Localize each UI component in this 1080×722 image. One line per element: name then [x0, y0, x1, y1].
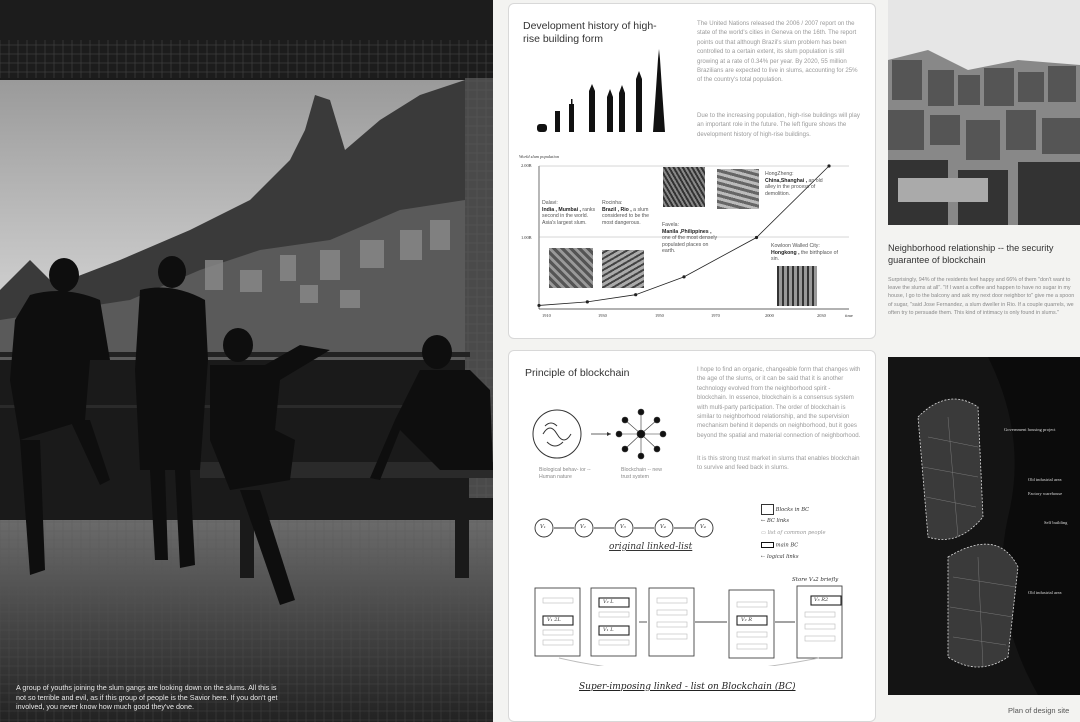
node-v2: V₂: [580, 524, 586, 530]
site-plan-map: [888, 357, 1080, 695]
highrise-card: [508, 3, 876, 339]
blockchain-title: Principle of blockchain: [525, 367, 630, 379]
chart-point-2000: [755, 236, 758, 239]
x-tick-2000: 2000: [765, 313, 774, 318]
highrise-evolution-graphic: [529, 49, 669, 139]
chart-title: World slum population: [519, 154, 560, 159]
x-tick-2030: 2030: [817, 313, 826, 318]
y-tick-2b: 2.00B: [521, 163, 532, 168]
map-region-south: [948, 544, 1018, 667]
blockchain-card: [508, 350, 876, 722]
blockchain-para-1: I hope to find an organic, changeable form that changes with the age of the slums, or it can be said that it is another technology evolved from the neighborhood spirit - blockchain. In essence, blockchain is a consensus system with multi-party participation. The order of blockchain is similar to neighborhood relationship, and the supervision mechanism behind it depends on neighborhood, but it goes beyond the spatial and material connection of neighborhood.: [697, 366, 861, 439]
biology-label: Biological behav- ior -- Human nature: [539, 467, 591, 480]
chart-point-1930: [586, 300, 589, 303]
photo-caption: A group of youths joining the slum gangs are looking down on the slums. All this is not so terrible and evil, as if this group of people is the Savior here. If you don't get involved, you never know how much good they've done.: [16, 683, 278, 711]
network-icon: [616, 409, 666, 459]
cell-1: V₁ 2L: [547, 617, 561, 623]
thumb-kowloon: [777, 266, 817, 306]
cell-5: V₃ R2: [814, 597, 829, 603]
store-label: Store V₄2 briefly: [792, 577, 839, 583]
note-hongzheng: HongZheng: China,Shanghai , an old alley in the process of demolition.: [765, 171, 823, 197]
plan-of-site-label: Plan of design site: [1008, 706, 1070, 715]
x-tick-1910: 1910: [542, 313, 551, 318]
legend-block-swatch: [761, 504, 774, 515]
note-favela: Favela: Manila ,Philippines , one of the most densely populated places on earth.: [662, 222, 718, 255]
blockchain-label: Blockchain -- new trust system: [621, 467, 662, 480]
map-label-self-building: Self building: [1044, 520, 1068, 525]
y-tick-1b: 1.00B: [521, 235, 532, 240]
thumb-dalavi: [549, 248, 593, 288]
highrise-title: Development history of high-rise building form: [523, 20, 657, 45]
blockchain-para-2: It is this strong trust market in slums that enables blockchain to survive and feed back in slums.: [697, 455, 860, 472]
x-axis-label-time: time: [845, 313, 853, 318]
cell-2: V₂ L: [603, 599, 614, 605]
highrise-para-2: Due to the increasing population, high-rise buildings will play an important role in the future. The left figure shows the development history of high-rise buildings.: [697, 112, 860, 138]
highrise-para-1: The United Nations released the 2006 / 2007 report on the state of the world's cities in Geneva on the 16th. The report points out that although Brazil's slum problem has been controlled to a certain extent, its slum population is still growing at a rate of 0.34% per year. By 2020, 55 million Brazilians are expected to live in slums, accounting for 25% of the country's total population.: [697, 20, 858, 84]
chart-point-1970: [682, 275, 685, 278]
neighborhood-para: Surprisingly, 94% of the residents feel happy and 66% of them "don't want to leave the slums at all". "If I want a coffee and happen to have no sugar in my house, I go to the balcony and ask my next door neighbor to" give me a spoon of sugar, "said Jose Fernandez, a slum dweller in Rio. If a couple quarrels, we often try to persuade them. This kind of intimacy is only found in slums.": [888, 277, 1075, 316]
map-label-old-industrial-1: Old industrial area: [1028, 477, 1062, 482]
arrow-icon: [607, 432, 611, 436]
chart-point-2030: [827, 164, 830, 167]
bc-legend: Blocks in BC ← BC links ▭ list of common people main BC ⇠ logical links: [761, 504, 826, 566]
node-v4b: V₄: [700, 524, 706, 530]
map-region-north: [918, 399, 983, 540]
map-label-old-industrial-2: Old industrial area: [1028, 590, 1062, 595]
thumb-favela: [663, 167, 705, 207]
slum-photo: [0, 0, 493, 722]
node-v3: V₃: [620, 524, 626, 530]
node-v4a: V₄: [660, 524, 666, 530]
legend-main-swatch: [761, 542, 774, 548]
original-list-caption: original linked-list: [609, 542, 693, 552]
x-tick-1950: 1950: [655, 313, 664, 318]
x-tick-1930: 1930: [598, 313, 607, 318]
chart-point-1910: [537, 304, 540, 307]
map-label-warehouse: Factory warehouse: [1028, 491, 1063, 496]
neighborhood-title: Neighborhood relationship -- the security guarantee of blockchain: [888, 243, 1054, 265]
chart-point-1950: [634, 293, 637, 296]
note-rocinha: Rocinha: Brazil , Rio , a slum considered to be the most dangerous.: [602, 200, 650, 226]
note-kowloon: Kowloon Walled City: Hongkong , the birthplace of sin.: [771, 243, 838, 263]
thumb-hongzheng: [717, 169, 759, 209]
x-tick-1970: 1970: [711, 313, 720, 318]
blockchain-blocks: [529, 576, 859, 666]
map-label-government: Government housing project: [1004, 427, 1056, 432]
favela-photo: [888, 0, 1080, 225]
thumb-rocinha: [602, 250, 644, 288]
bio-to-blockchain-icons: [529, 406, 679, 466]
super-imposing-caption: Super-imposing linked - list on Blockchain (BC): [579, 682, 796, 692]
node-v1: V₁: [540, 524, 546, 530]
note-dalavi: Dalavi: India , Mumbai , ranks second in the world. Asia's largest slum.: [542, 200, 596, 226]
cell-4: V₂ R: [741, 617, 752, 623]
cell-3: V₁ L: [603, 627, 614, 633]
